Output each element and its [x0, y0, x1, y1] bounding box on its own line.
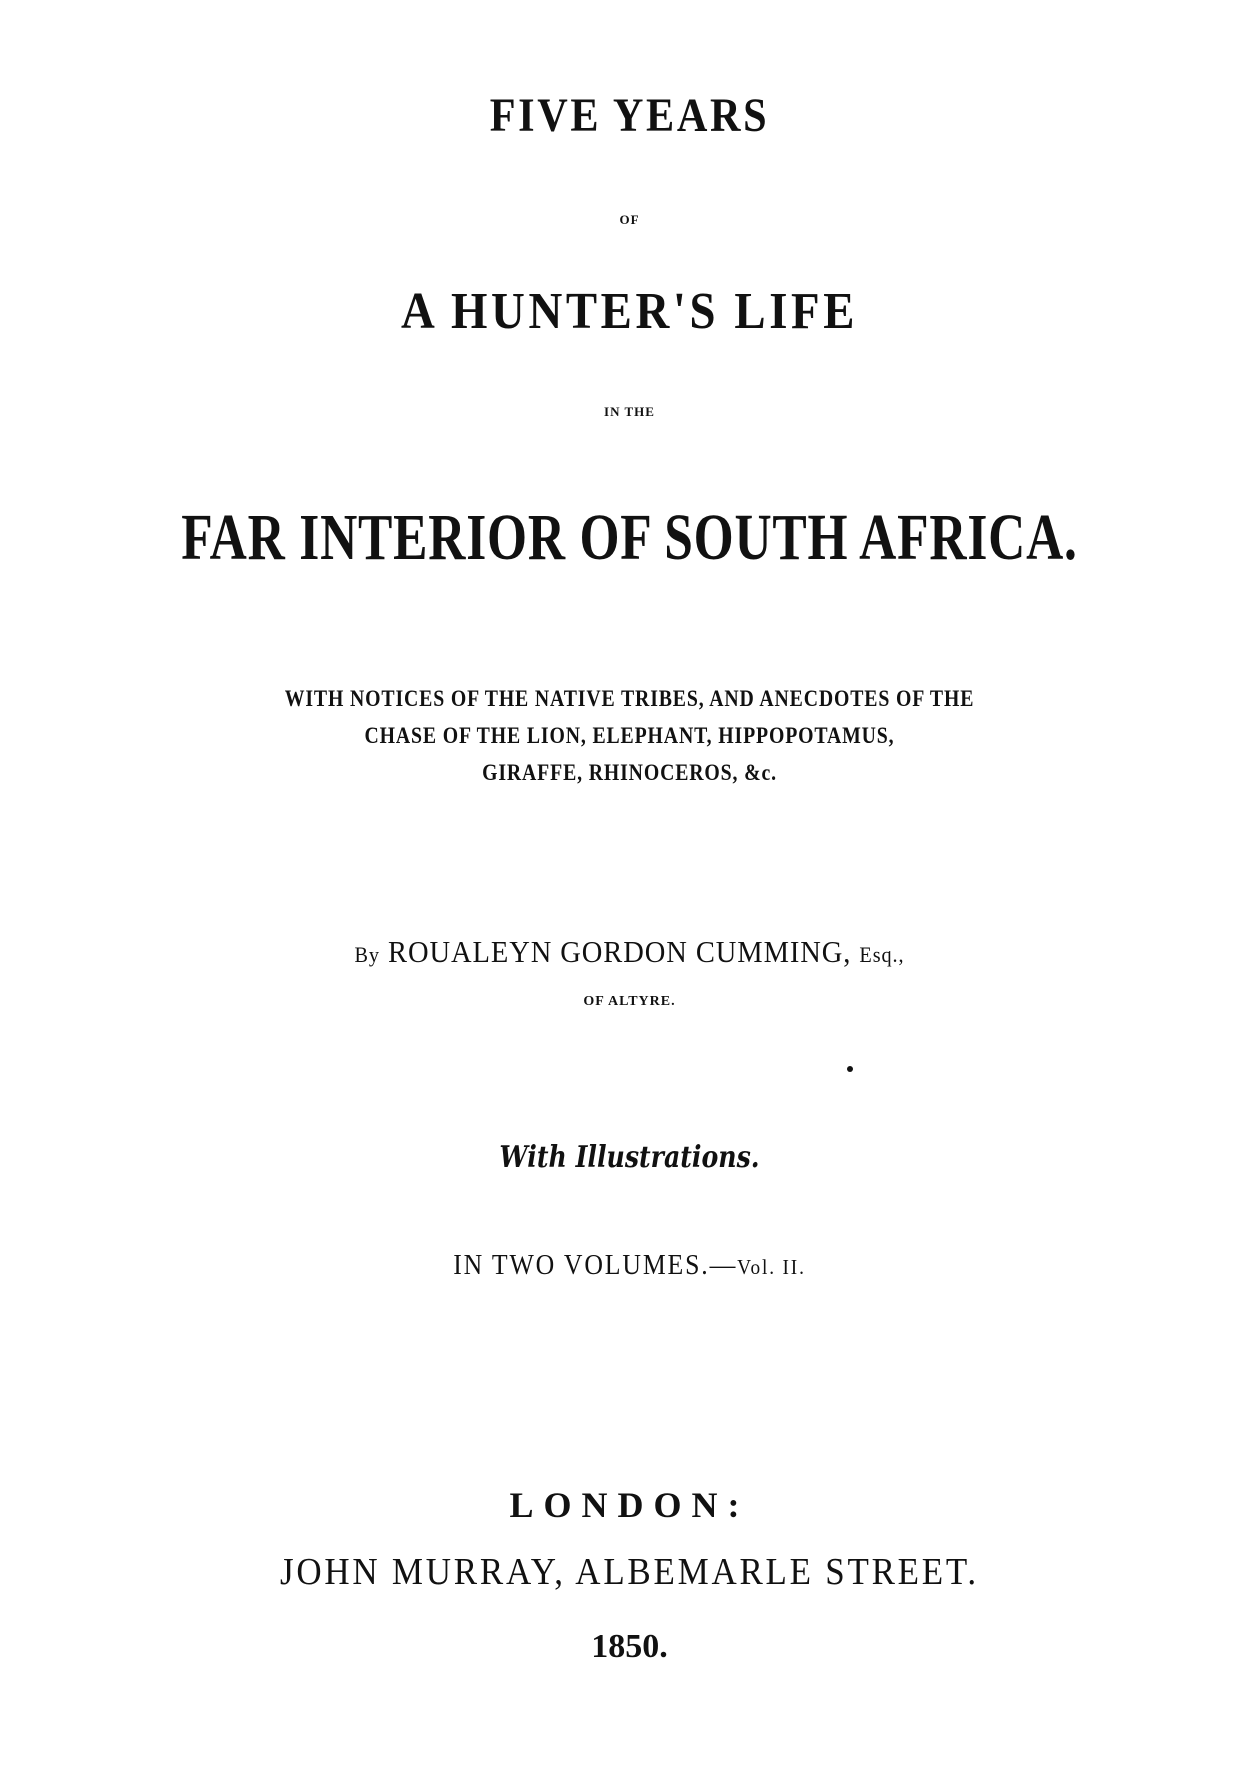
- illustrations-note: With Illustrations.: [499, 1140, 760, 1175]
- author-suffix: Esq.,: [859, 942, 905, 967]
- author-line: [50, 934, 1208, 970]
- title-connector-in-the: IN THE: [604, 404, 655, 419]
- imprint-publisher: JOHN MURRAY, ALBEMARLE STREET.: [280, 1551, 979, 1593]
- imprint-year: 1850.: [591, 1628, 668, 1665]
- author-prefix: By: [354, 942, 380, 967]
- subtitle-line-2: CHASE OF THE LION, ELEPHANT, HIPPOPOTAMUS,: [364, 723, 895, 748]
- author-residence: OF ALTYRE.: [583, 994, 676, 1009]
- volumes-line: [50, 1250, 1208, 1282]
- volume-number: Vol. II.: [737, 1255, 806, 1279]
- volumes-text: IN TWO VOLUMES.—: [453, 1250, 738, 1281]
- subtitle-line-3: GIRAFFE, RHINOCEROS, &c.: [482, 760, 777, 785]
- title-line-1: FIVE YEARS: [489, 89, 770, 142]
- title-line-2: A HUNTER'S LIFE: [400, 283, 859, 340]
- title-line-3: FAR INTERIOR OF SOUTH AFRICA.: [181, 501, 1078, 574]
- subtitle-line-1: WITH NOTICES OF THE NATIVE TRIBES, AND ANECDOTES OF THE: [284, 686, 975, 711]
- title-connector-of: OF: [619, 212, 640, 227]
- imprint-place: LONDON:: [509, 1485, 750, 1525]
- author-name: ROUALEYN GORDON CUMMING,: [388, 934, 852, 969]
- print-speck: [847, 1066, 853, 1072]
